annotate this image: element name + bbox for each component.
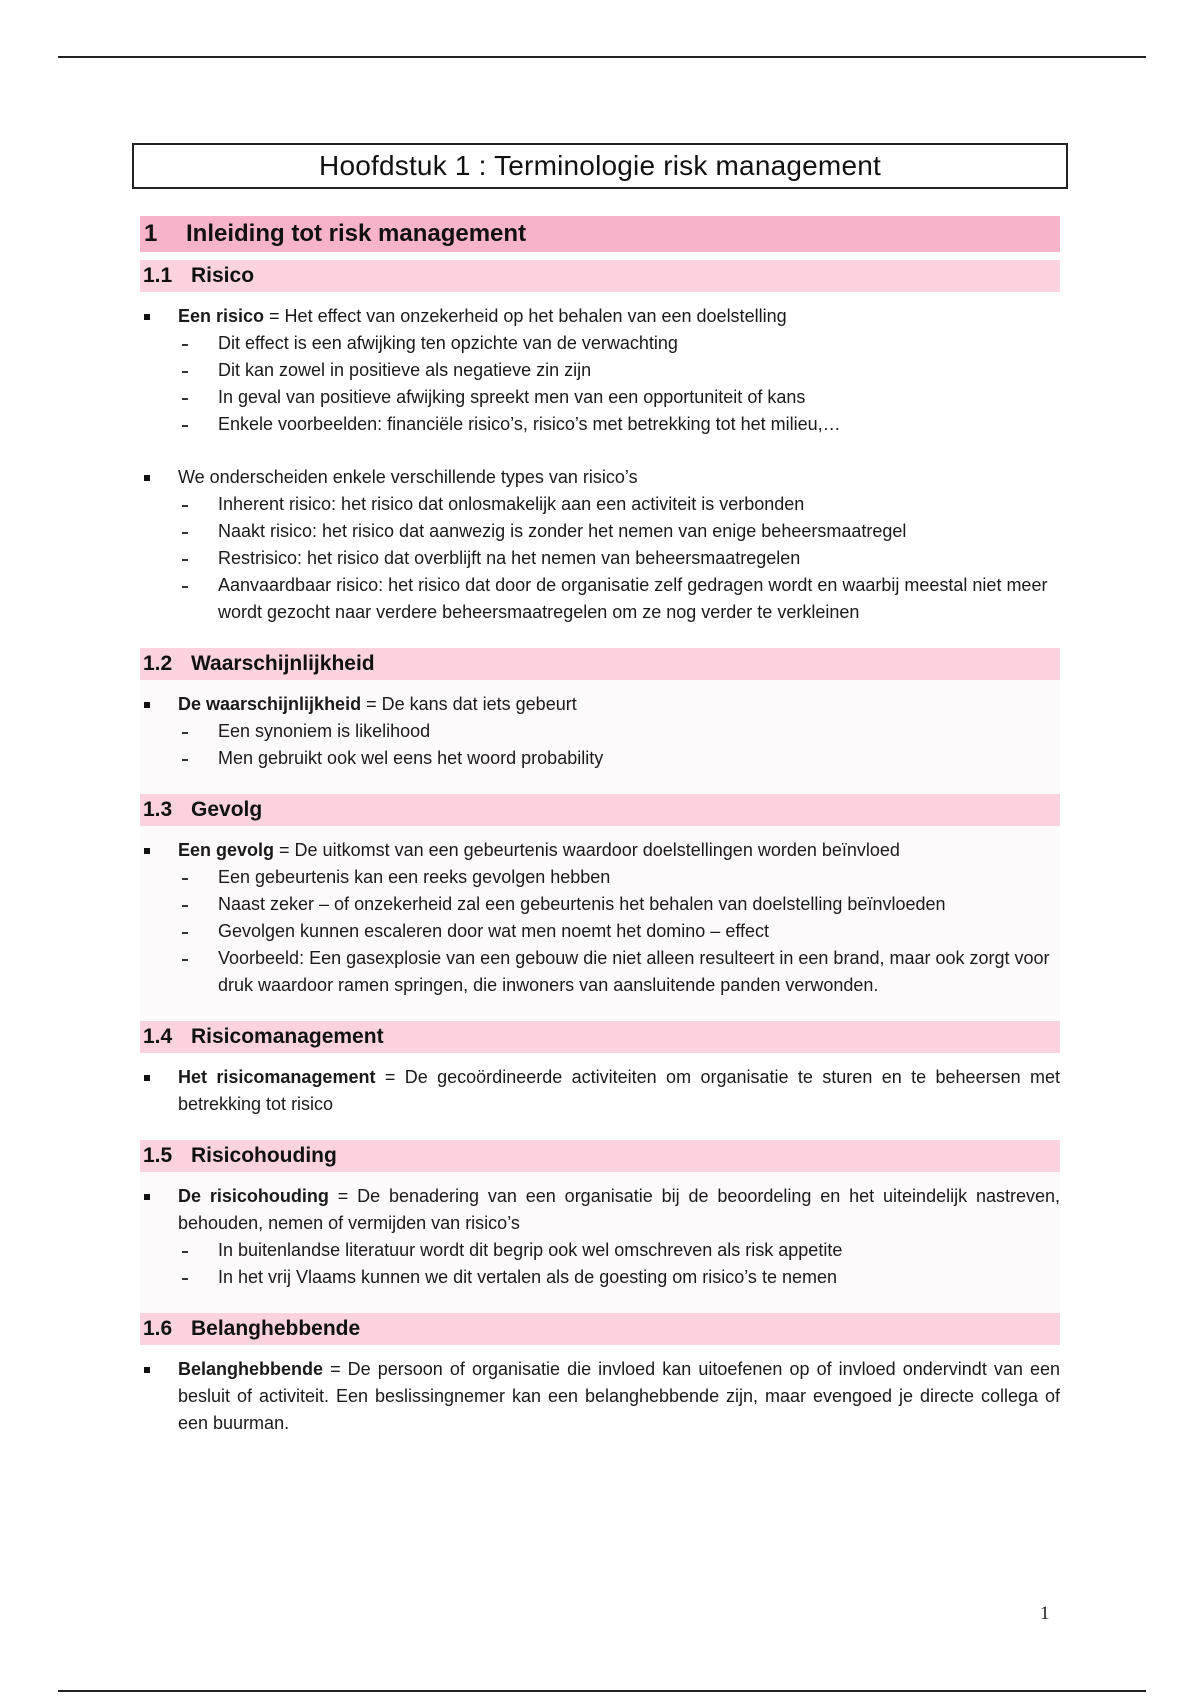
dash-marker (182, 505, 188, 507)
sub-item-text: Enkele voorbeelden: financiële risico’s, risico’s met betrekking tot het milieu,… (218, 414, 841, 434)
sub-item (140, 330, 1060, 357)
footer-rule (58, 1690, 1146, 1692)
sub-item-text: Gevolgen kunnen escaleren door wat men noemt het domino – effect (218, 921, 770, 941)
sub-item (140, 891, 1060, 918)
sub-item-text: Men gebruikt ook wel eens het woord probability (218, 748, 604, 768)
dash-marker (182, 1278, 188, 1280)
bullet-marker (144, 1367, 150, 1373)
dash-marker (182, 425, 188, 427)
sub-item-text: Naakt risico: het risico dat aanwezig is zonder het nemen van enige beheersmaatregel (218, 521, 907, 541)
definition-term: Een risico (178, 306, 265, 326)
subsection-heading-waarschijnlijkheid (140, 648, 1060, 680)
bullet-marker (144, 314, 150, 320)
list-item (140, 1064, 1060, 1118)
dash-marker (182, 344, 188, 346)
section-heading (140, 216, 1060, 252)
sub-item (140, 384, 1060, 411)
sub-item-text: Restrisico: het risico dat overblijft na het nemen van beheersmaatregelen (218, 548, 801, 568)
definition-text: = De kans dat iets gebeurt (361, 694, 577, 714)
section-number: 1 (144, 220, 158, 247)
subsection-number: 1.4 (143, 1025, 173, 1048)
dash-marker (182, 759, 188, 761)
sub-item (140, 918, 1060, 945)
sub-item (140, 518, 1060, 545)
bullet-marker (144, 1194, 150, 1200)
document-body (140, 216, 1060, 1437)
list-item (140, 1356, 1060, 1437)
definition-text: = De uitkomst van een gebeurtenis waardoor doelstellingen worden beïnvloed (274, 840, 900, 860)
list-item (140, 303, 1060, 330)
subsection-heading-risicohouding (140, 1140, 1060, 1172)
subsection-body-belanghebbende (140, 1345, 1060, 1437)
subsection-title: Risicomanagement (191, 1025, 384, 1048)
definition-term: De waarschijnlijkheid (178, 694, 362, 714)
dash-marker (182, 559, 188, 561)
dash-marker (182, 732, 188, 734)
sub-item (140, 1264, 1060, 1291)
list-item-text: We onderscheiden enkele verschillende types van risico’s (178, 467, 638, 487)
subsection-title: Waarschijnlijkheid (191, 652, 375, 675)
dash-marker (182, 959, 188, 961)
list-item (140, 464, 1060, 491)
sub-item-text: In het vrij Vlaams kunnen we dit vertalen als de goesting om risico’s te nemen (218, 1267, 837, 1287)
subsection-number: 1.6 (143, 1317, 173, 1340)
sub-item-text: Dit kan zowel in positieve als negatieve zin zijn (218, 360, 592, 380)
subsection-title: Risico (191, 264, 255, 287)
sub-item (140, 411, 1060, 438)
subsection-body-risicomanagement (140, 1053, 1060, 1140)
section-title: Inleiding tot risk management (186, 220, 527, 247)
sub-item-text: Dit effect is een afwijking ten opzichte van de verwachting (218, 333, 678, 353)
subsection-body-risicohouding (140, 1172, 1060, 1313)
bullet-marker (144, 848, 150, 854)
sub-item-text: In geval van positieve afwijking spreekt men van een opportuniteit of kans (218, 387, 806, 407)
dash-marker (182, 586, 188, 588)
definition-text: = Het effect van onzekerheid op het behalen van een doelstelling (264, 306, 787, 326)
definition-text: = De persoon of organisatie die invloed kan uitoefenen op of invloed ondervindt van een besluit of activiteit. Een beslissingnemer kan een belanghebbende zijn, maar evengoed je directe collega of een buurman. (178, 1359, 1060, 1433)
chapter-title: Hoofdstuk 1 : Terminologie risk management (132, 143, 1068, 189)
subsection-number: 1.3 (143, 798, 173, 821)
subsection-number: 1.2 (143, 652, 173, 675)
definition-term: Het risicomanagement (178, 1067, 376, 1087)
header-rule (58, 56, 1146, 58)
subsection-heading-belanghebbende (140, 1313, 1060, 1345)
definition-term: Belanghebbende (178, 1359, 324, 1379)
dash-marker (182, 878, 188, 880)
sub-item-text: Naast zeker – of onzekerheid zal een gebeurtenis het behalen van doelstelling beïnvloeden (218, 894, 946, 914)
sub-item (140, 545, 1060, 572)
sub-item-text: Voorbeeld: Een gasexplosie van een gebouw die niet alleen resulteert in een brand, maar ook zorgt voor druk waardoor ramen springen, die inwoners van aansluitende panden verwonden. (218, 948, 1050, 995)
list-item (140, 691, 1060, 718)
list-item (140, 1183, 1060, 1237)
sub-item-text: Een gebeurtenis kan een reeks gevolgen hebben (218, 867, 611, 887)
dash-marker (182, 905, 188, 907)
definition-text: = De gecoördineerde activiteiten om organisatie te sturen en te beheersen met betrekking tot risico (178, 1067, 1060, 1114)
subsection-title: Risicohouding (191, 1144, 337, 1167)
sub-item (140, 491, 1060, 518)
bullet-marker (144, 1075, 150, 1081)
subsection-number: 1.5 (143, 1144, 173, 1167)
subsection-title: Gevolg (191, 798, 263, 821)
bullet-marker (144, 475, 150, 481)
sub-item-text: In buitenlandse literatuur wordt dit begrip ook wel omschreven als risk appetite (218, 1240, 843, 1260)
page-number: 1 (1040, 1603, 1050, 1624)
subsection-body-gevolg (140, 826, 1060, 1021)
sub-item-text: Inherent risico: het risico dat onlosmakelijk aan een activiteit is verbonden (218, 494, 805, 514)
dash-marker (182, 1251, 188, 1253)
definition-term: Een gevolg (178, 840, 275, 860)
list-item (140, 837, 1060, 864)
dash-marker (182, 398, 188, 400)
sub-item (140, 357, 1060, 384)
bullet-marker (144, 702, 150, 708)
sub-item (140, 745, 1060, 772)
sub-item (140, 864, 1060, 891)
sub-item (140, 572, 1060, 626)
subsection-body-risico (140, 292, 1060, 648)
dash-marker (182, 532, 188, 534)
sub-item-text: Een synoniem is likelihood (218, 721, 431, 741)
subsection-heading-risico (140, 260, 1060, 292)
subsection-number: 1.1 (143, 264, 173, 287)
definition-term: De risicohouding (178, 1186, 329, 1206)
sub-item (140, 718, 1060, 745)
dash-marker (182, 371, 188, 373)
subsection-heading-gevolg (140, 794, 1060, 826)
sub-item (140, 945, 1060, 999)
sub-item (140, 1237, 1060, 1264)
definition-text: = De benadering van een organisatie bij de beoordeling en het uiteindelijk nastreven, behouden, nemen of vermijden van risico’s (178, 1186, 1060, 1233)
subsection-body-waarschijnlijkheid (140, 680, 1060, 794)
dash-marker (182, 932, 188, 934)
subsection-title: Belanghebbende (191, 1317, 361, 1340)
subsection-heading-risicomanagement (140, 1021, 1060, 1053)
sub-item-text: Aanvaardbaar risico: het risico dat door de organisatie zelf gedragen wordt en waarbij meestal niet meer wordt gezocht naar verdere beheersmaatregelen om ze nog verder te verkleinen (218, 575, 1048, 622)
